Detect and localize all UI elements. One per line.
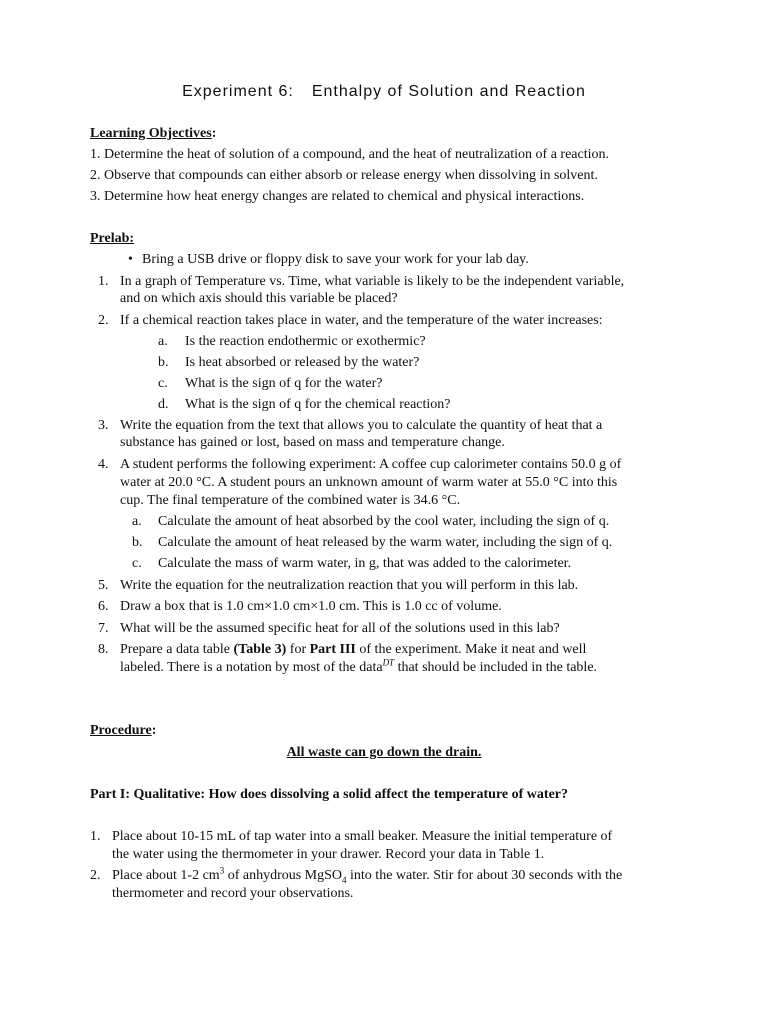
procedure-heading: Procedure:: [90, 723, 157, 738]
sub-question: Calculate the amount of heat released by the warm water, including the sign of q.: [158, 535, 613, 550]
sub-question: Is heat absorbed or released by the water?: [185, 355, 420, 370]
step-text: the water using the thermometer in your drawer. Record your data in Table 1.: [112, 847, 545, 862]
objective-item: 1. Determine the heat of solution of a compound, and the heat of neutralization of a reaction.: [90, 147, 609, 162]
objective-item: 3. Determine how heat energy changes are related to chemical and physical interactions.: [90, 189, 585, 204]
question-text: What will be the assumed specific heat for all of the solutions used in this lab?: [120, 621, 560, 636]
sub-question: Is the reaction endothermic or exothermic?: [185, 334, 426, 349]
sub-letter: b.: [132, 535, 143, 550]
step-number: 1.: [90, 829, 101, 844]
objectives-heading: Learning Objectives:: [90, 126, 217, 141]
sub-letter: b.: [158, 355, 169, 370]
question-text: labeled. There is a notation by most of the data$^{DT}$ that should be included in the table.: [120, 657, 598, 675]
sub-letter: d.: [158, 397, 169, 412]
step-number: 2.: [90, 868, 101, 883]
question-text: substance has gained or lost, based on mass and temperature change.: [120, 435, 505, 450]
question-number: 1.: [98, 274, 109, 289]
question-number: 3.: [98, 418, 109, 433]
question-number: 5.: [98, 578, 109, 593]
question-text: Write the equation from the text that allows you to calculate the quantity of heat that a: [120, 418, 603, 433]
sub-letter: c.: [158, 376, 168, 391]
step-text: Place about 10-15 mL of tap water into a small beaker. Measure the initial temperature of: [112, 829, 613, 844]
question-text: In a graph of Temperature vs. Time, what variable is likely to be the independent variable,: [120, 274, 625, 289]
prelab-heading: Prelab:: [90, 231, 135, 246]
sub-letter: a.: [158, 334, 168, 349]
bullet-icon: •: [128, 252, 133, 267]
step-text: Place about 1-2 $cm^3$ of anhydrous MgSO$_4$ into the water. Stir for about 30 seconds with the: [112, 865, 623, 885]
waste-note: All waste can go down the drain.: [286, 745, 482, 760]
question-text: cup. The final temperature of the combined water is 34.6 °C.: [120, 493, 461, 508]
question-text: water at 20.0 °C. A student pours an unknown amount of warm water at 55.0 °C into this: [120, 475, 618, 490]
question-text: If a chemical reaction takes place in water, and the temperature of the water increases:: [120, 313, 603, 328]
sub-letter: c.: [132, 556, 142, 571]
sub-question: Calculate the amount of heat absorbed by the cool water, including the sign of q.: [158, 514, 610, 529]
question-number: 8.: [98, 642, 109, 657]
sub-question: What is the sign of q for the water?: [185, 376, 383, 391]
objective-item: 2. Observe that compounds can either absorb or release energy when dissolving in solvent.: [90, 168, 598, 183]
page-title: [0, 83, 768, 100]
question-text: Prepare a data table (Table 3) for Part III of the experiment. Make it neat and well: [120, 642, 587, 657]
sub-question: What is the sign of q for the chemical reaction?: [185, 397, 451, 412]
question-number: 2.: [98, 313, 109, 328]
question-text: A student performs the following experiment: A coffee cup calorimeter contains 50.0 g of: [120, 457, 622, 472]
question-text: and on which axis should this variable be placed?: [120, 291, 398, 306]
question-number: 4.: [98, 457, 109, 472]
sub-question: Calculate the mass of warm water, in g, that was added to the calorimeter.: [158, 556, 572, 571]
step-text: thermometer and record your observations.: [112, 886, 354, 901]
question-number: 6.: [98, 599, 109, 614]
question-number: 7.: [98, 621, 109, 636]
part-heading: Part I: Qualitative: How does dissolving a solid affect the temperature of water?: [90, 787, 568, 802]
prelab-bullet: Bring a USB drive or floppy disk to save your work for your lab day.: [142, 252, 529, 267]
experiment-name: Enthalpy of Solution and Reaction: [311, 83, 586, 100]
experiment-number: Experiment 6:: [182, 83, 294, 100]
question-text: Write the equation for the neutralization reaction that you will perform in this lab.: [120, 578, 579, 593]
sub-letter: a.: [132, 514, 142, 529]
question-text: Draw a box that is 1.0 cm×1.0 cm×1.0 cm. This is 1.0 cc of volume.: [120, 599, 502, 614]
